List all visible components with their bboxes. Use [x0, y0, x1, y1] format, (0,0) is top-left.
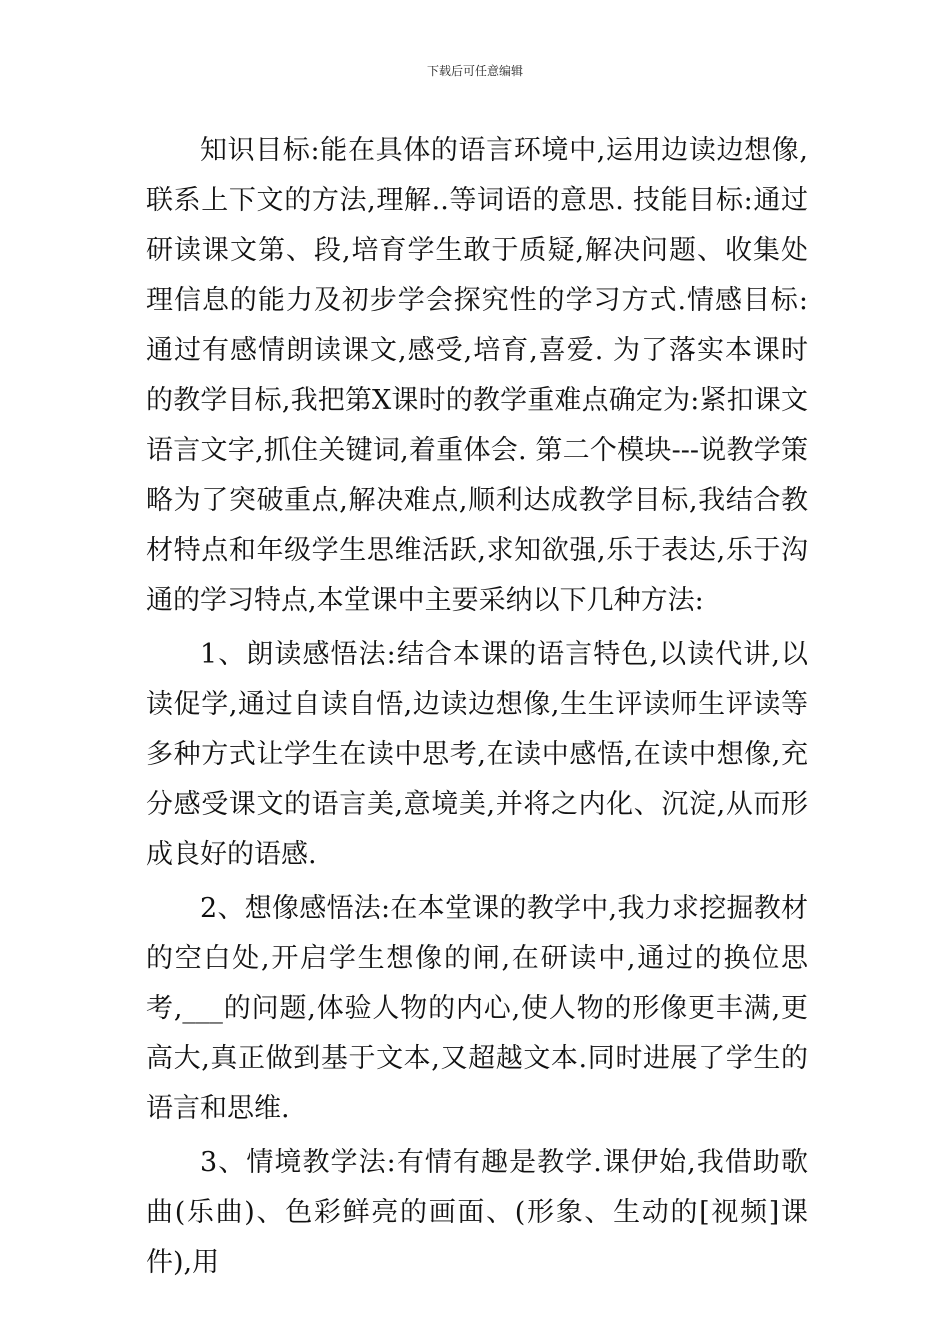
page-header: 下载后可任意编辑: [426, 64, 523, 78]
paragraph-method-1: 1、朗读感悟法:结合本课的语言特色,以读代讲,以读促学,通过自读自悟,边读边想像,生生评读师生评读等多种方式让学生在读中思考,在读中感悟,在读中想像,充分感受课文的语言美,意境美,并将之内化、沉淀,从而形成良好的语感.: [146, 639, 808, 870]
paragraph-objectives: 知识目标:能在具体的语言环境中,运用边读边想像,联系上下文的方法,理解..等词语的意思. 技能目标:通过研读课文第、段,培育学生敢于质疑,解决问题、收集处理信息的能力及初步学会探究性的学习方式.情感目标:通过有感情朗读课文,感受,培育,喜爱. 为了落实本课时的教学目标,我把第X课时的教学重难点确定为:紧扣课文语言文字,抓住关键词,着重体会. 第二个模块---说教学策略为了突破重点,解决难点,顺利达成教学目标,我结合教材特点和年级学生思维活跃,求知欲强,乐于表达,乐于沟通的学习特点,本堂课中主要采纳以下几种方法:: [146, 135, 808, 616]
paragraph-method-2: 2、想像感悟法:在本堂课的教学中,我力求挖掘教材的空白处,开启学生想像的闸,在研读中,通过的换位思考,___的问题,体验人物的内心,使人物的形像更丰满,更高大,真正做到基于文本,又超越文本.同时进展了学生的语言和思维.: [146, 893, 808, 1124]
paragraph-method-3: 3、情境教学法:有情有趣是教学.课伊始,我借助歌曲(乐曲)、色彩鲜亮的画面、(形象、生动的[视频]课件),用: [146, 1147, 808, 1278]
document-body: [146, 126, 808, 1288]
